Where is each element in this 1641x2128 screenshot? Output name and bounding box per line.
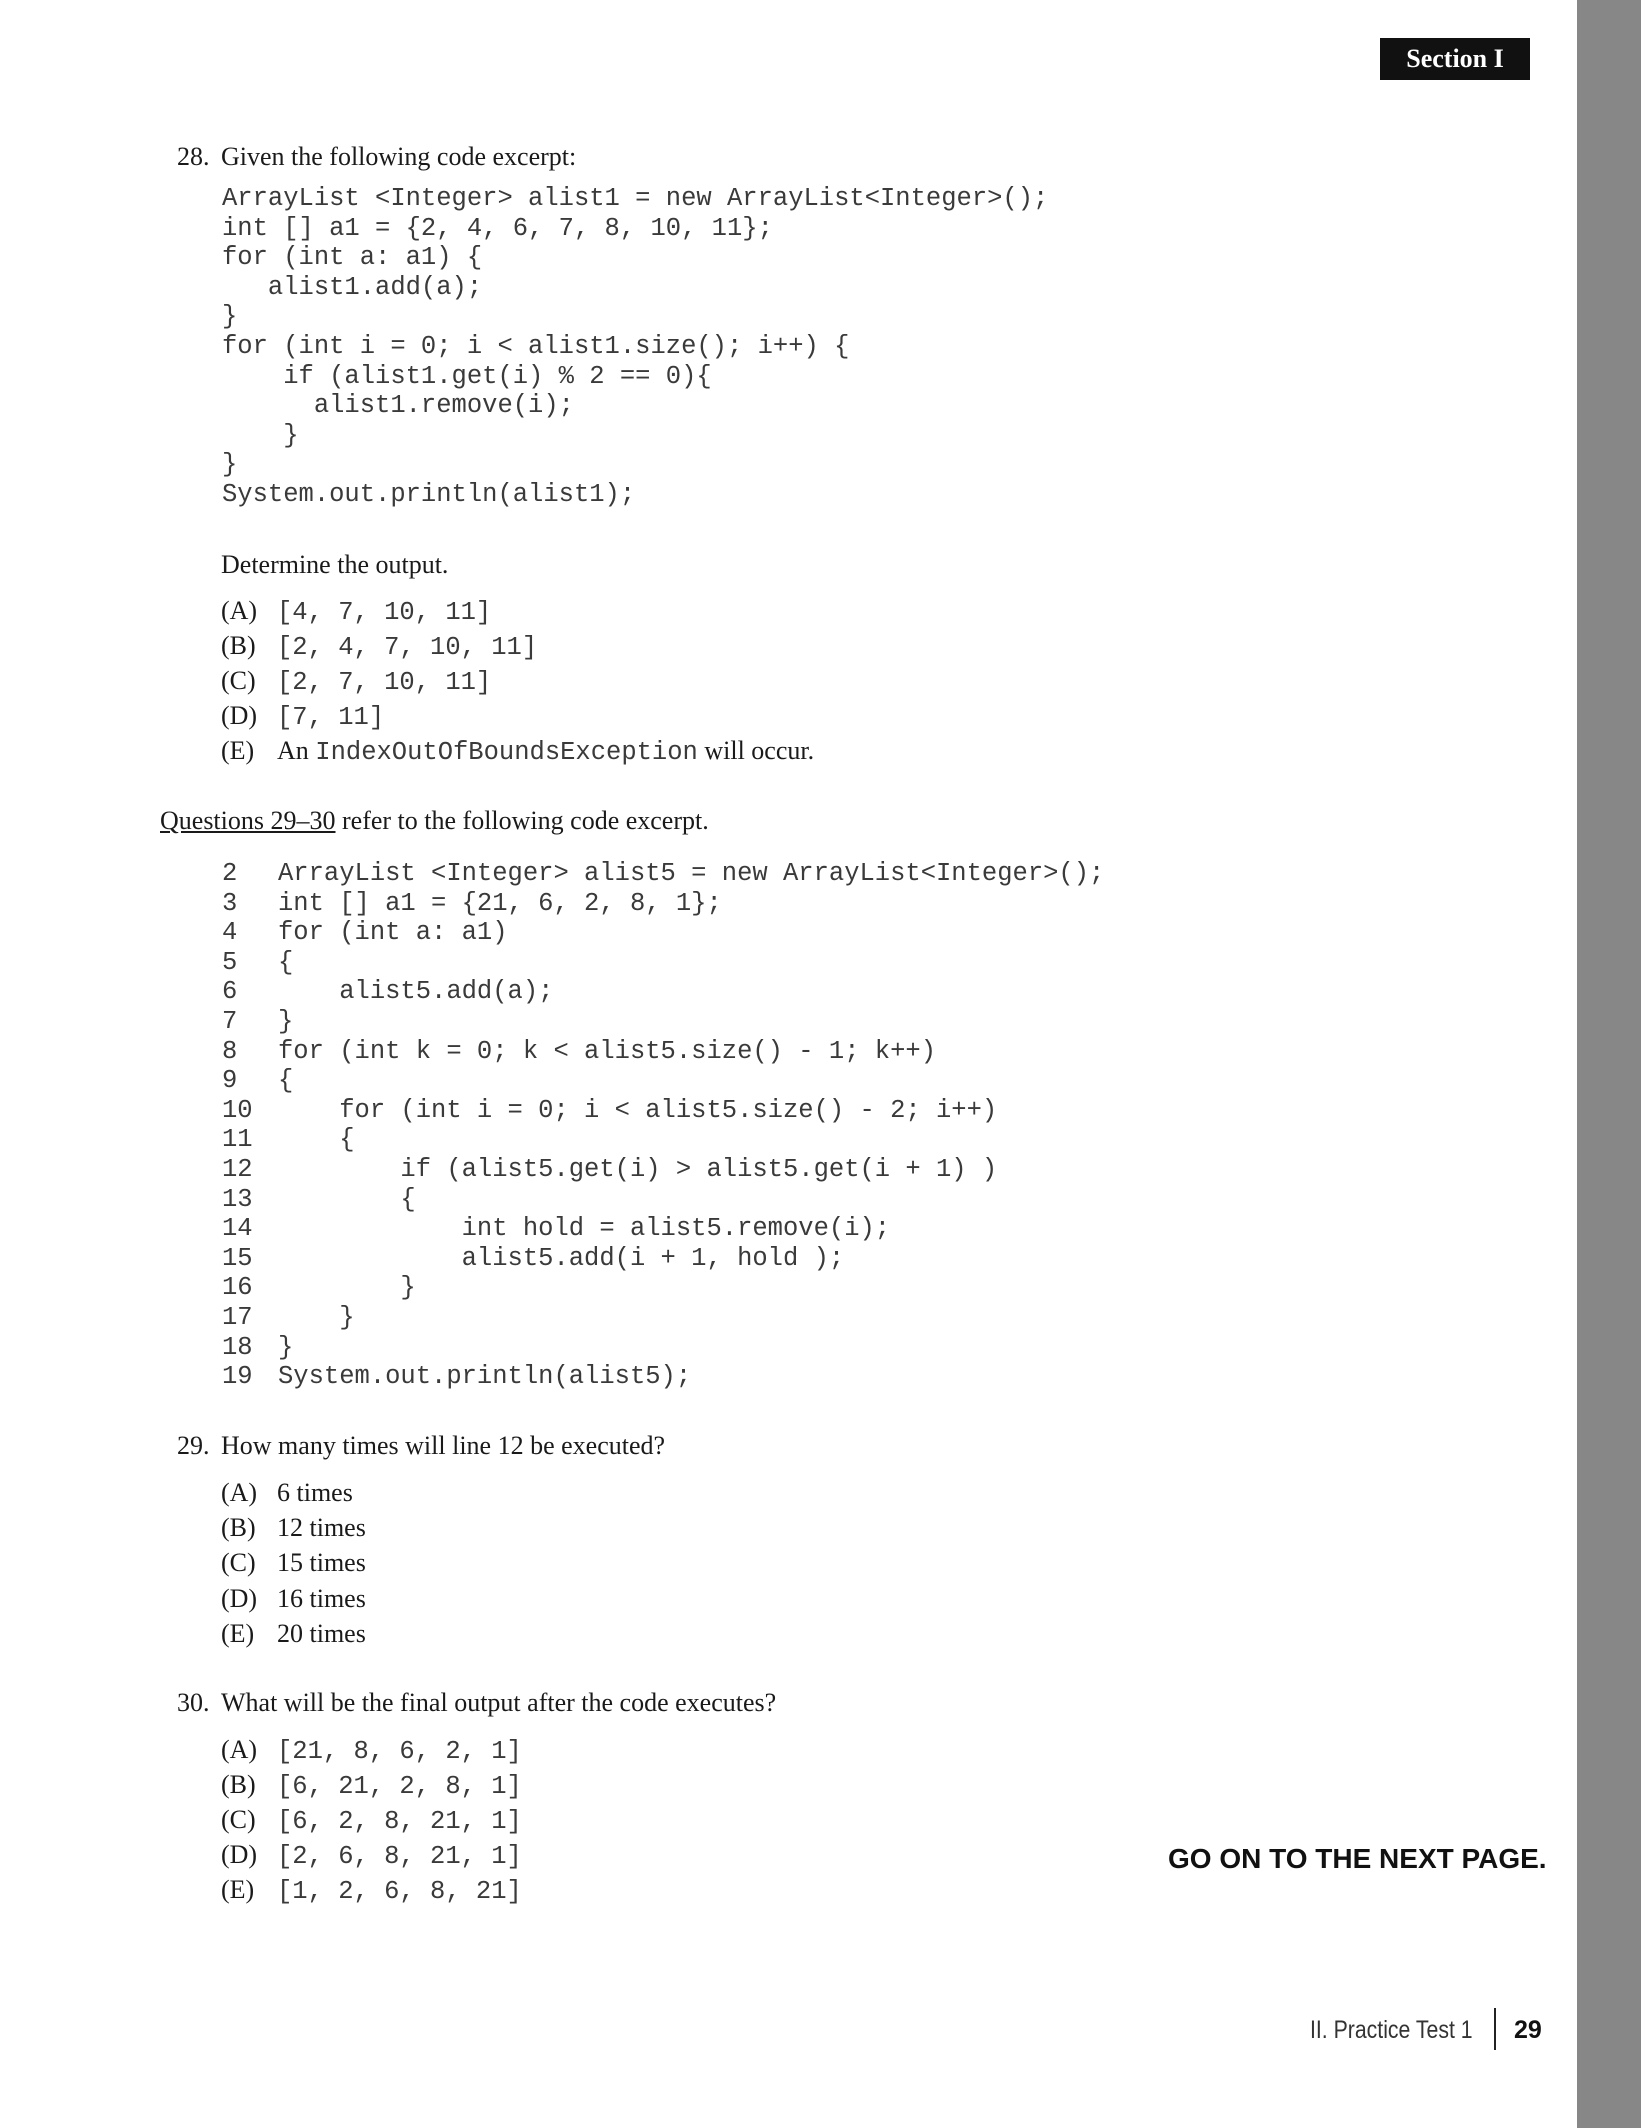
choice-text: [7, 11] bbox=[277, 703, 385, 732]
choice-letter: (A) bbox=[221, 1478, 258, 1507]
choice-letter: (D) bbox=[221, 1584, 258, 1613]
q28-choice-a bbox=[221, 596, 491, 631]
section-label: Section I bbox=[1380, 38, 1530, 80]
q28-choice-b bbox=[221, 631, 537, 666]
choice-letter: (A) bbox=[221, 1735, 258, 1764]
choice-text: [4, 7, 10, 11] bbox=[277, 598, 492, 627]
q30-prompt: What will be the final output after the code executes? bbox=[221, 1688, 777, 1717]
choice-letter: (B) bbox=[221, 1513, 256, 1542]
footer-divider bbox=[1494, 2008, 1496, 2050]
choice-text: [2, 6, 8, 21, 1] bbox=[277, 1842, 522, 1871]
choice-text: [6, 21, 2, 8, 1] bbox=[277, 1772, 522, 1801]
q28-question: Determine the output. bbox=[221, 550, 449, 579]
choice-text: 20 times bbox=[277, 1619, 366, 1648]
choice-text: 6 times bbox=[277, 1478, 353, 1507]
choice-text-suffix: will occur. bbox=[704, 736, 815, 765]
choice-text: 12 times bbox=[277, 1513, 366, 1542]
q29-prompt: How many times will line 12 be executed? bbox=[221, 1431, 666, 1460]
q30-choice-c bbox=[221, 1805, 522, 1840]
side-bar bbox=[1577, 0, 1641, 2128]
choice-letter: (E) bbox=[221, 1875, 255, 1904]
q29-choice-b bbox=[221, 1513, 366, 1548]
q29-choice-e bbox=[221, 1619, 366, 1654]
choice-letter: (A) bbox=[221, 596, 258, 625]
go-on-notice: GO ON TO THE NEXT PAGE. bbox=[1168, 1843, 1547, 1874]
choice-letter: (D) bbox=[221, 701, 258, 730]
choice-text: [2, 4, 7, 10, 11] bbox=[277, 633, 538, 662]
q29-choice-a bbox=[221, 1478, 353, 1513]
choice-letter: (B) bbox=[221, 631, 256, 660]
q30-choice-e bbox=[221, 1875, 522, 1910]
q30-choice-b bbox=[221, 1770, 522, 1805]
choice-text-code: IndexOutOfBoundsException bbox=[315, 738, 698, 767]
choice-text: [2, 7, 10, 11] bbox=[277, 668, 492, 697]
choice-letter: (C) bbox=[221, 1805, 256, 1834]
q28-prompt: Given the following code excerpt: bbox=[221, 142, 577, 171]
q28-number: 28. bbox=[177, 142, 210, 171]
q28-choice-c bbox=[221, 666, 491, 701]
q29-number: 29. bbox=[177, 1431, 210, 1460]
choice-letter: (C) bbox=[221, 666, 256, 695]
choice-letter: (C) bbox=[221, 1548, 256, 1577]
q28-choice-d bbox=[221, 701, 384, 736]
choice-letter: (B) bbox=[221, 1770, 256, 1799]
group-intro bbox=[160, 806, 709, 836]
choice-text: [1, 2, 6, 8, 21] bbox=[277, 1877, 522, 1906]
choice-letter: (E) bbox=[221, 736, 255, 765]
choice-text: [21, 8, 6, 2, 1] bbox=[277, 1737, 522, 1766]
book-part-label: II. Practice Test 1 bbox=[1310, 2016, 1473, 2044]
choice-letter: (D) bbox=[221, 1840, 258, 1869]
q30-choice-a bbox=[221, 1735, 522, 1770]
code2-code: ArrayList <Integer> alist5 = new ArrayList<Integer>(); int [] a1 = {21, 6, 2, 8, 1}; for (int a: a1) { alist5.add(a); } for (int k = 0; k < alist5.size() - 1; k++) { for (int i = 0; i < alist5.size() - 2; i++) { if (alist5.get(i) > alist5.get(i + 1) ) { int hold = alist5.remove(i); alist5.add(i + 1, hold ); } } } System.out.println(alist5); bbox=[278, 859, 1105, 1392]
q30-choice-d bbox=[221, 1840, 522, 1875]
choice-text: [6, 2, 8, 21, 1] bbox=[277, 1807, 522, 1836]
group-intro-rest: refer to the following code excerpt. bbox=[335, 806, 709, 835]
choice-text: 15 times bbox=[277, 1548, 366, 1577]
choice-text: 16 times bbox=[277, 1584, 366, 1613]
q28-choice-e bbox=[221, 736, 814, 771]
choice-text-prefix: An bbox=[277, 736, 309, 765]
code2-line-numbers: 2 3 4 5 6 7 8 9 10 11 12 13 14 15 16 17 18 19 bbox=[222, 859, 253, 1392]
q30-number: 30. bbox=[177, 1688, 210, 1717]
q29-choice-d bbox=[221, 1584, 366, 1619]
group-intro-ref: Questions 29–30 bbox=[160, 806, 336, 835]
page-number: 29 bbox=[1514, 2016, 1542, 2044]
q28-code: ArrayList <Integer> alist1 = new ArrayList<Integer>(); int [] a1 = {2, 4, 6, 7, 8, 10, 11}; for (int a: a1) { alist1.add(a); } for (int i = 0; i < alist1.size(); i++) { if (alist1.get(i) % 2 == 0){ alist1.remove(i); } } System.out.println(alist1); bbox=[222, 184, 1049, 509]
q29-choice-c bbox=[221, 1548, 366, 1583]
choice-letter: (E) bbox=[221, 1619, 255, 1648]
